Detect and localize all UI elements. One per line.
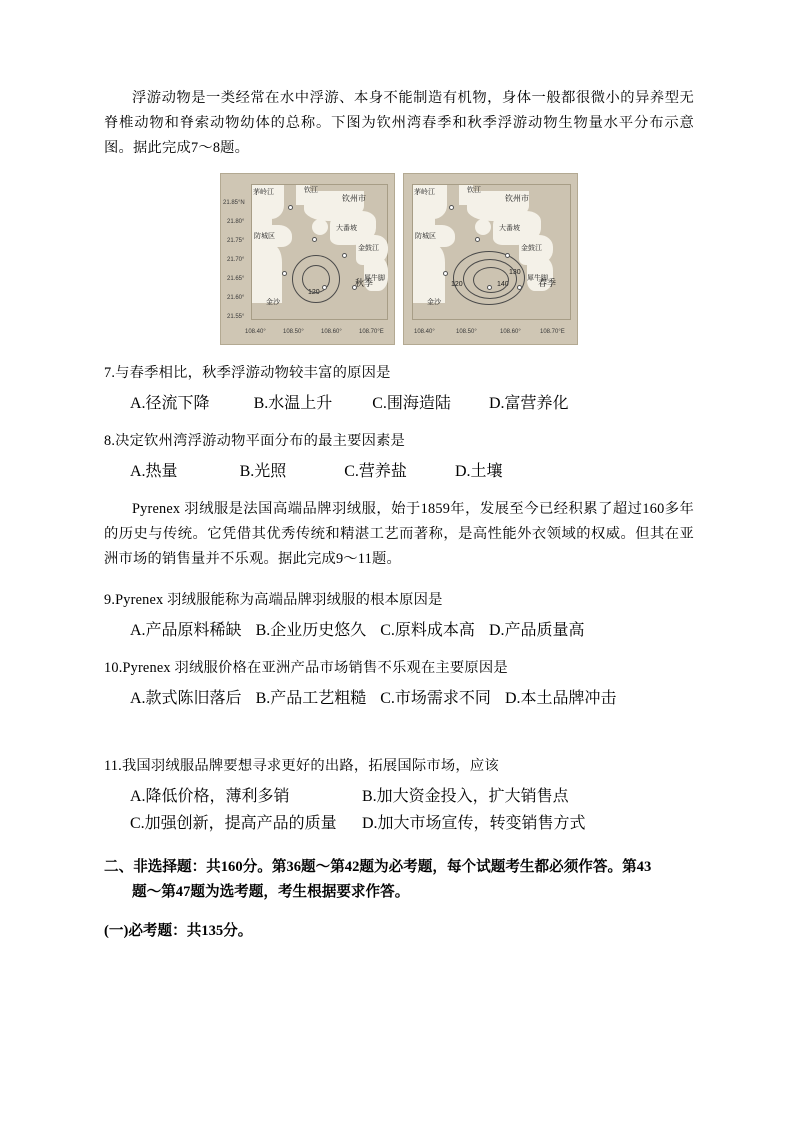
map-autumn-plot [251,184,388,320]
question-8-option-c[interactable]: C.营养盐 [344,463,407,480]
question-9-option-a[interactable]: A.产品原料稀缺 [130,622,242,639]
map-autumn-ylabel-0: 21.85°N [223,200,245,206]
intro-paragraph-1: 浮游动物是一类经常在水中浮游、本身不能制造有机物，身体一般都很微小的异养型无脊椎动物和脊索动物幼体的总称。下图为钦州湾春季和秋季浮游动物生物量水平分布示意图。据此完成7～8题。 [104,90,694,156]
question-11-options [104,783,694,833]
map-spring-xlabel-1: 108.50° [456,329,477,335]
map-autumn-ylabel-5: 21.60° [227,295,245,301]
map-autumn-label-qinjiang: 钦江 [304,187,318,194]
question-8-option-a[interactable]: A.热量 [130,463,178,480]
question-9-option-d[interactable]: D.产品质量高 [488,622,585,639]
question-10-option-d[interactable]: D.本土品牌冲击 [504,690,617,707]
page-content [104,86,694,940]
map-autumn-label-jinsha: 金沙 [266,299,280,306]
map-autumn-label-jinguijiang: 金鼓江 [358,245,379,252]
map-autumn-ylabel-2: 21.75° [227,238,245,244]
map-autumn-ylabel-1: 21.80° [227,219,245,225]
map-autumn-xlabel-1: 108.50° [283,329,304,335]
question-8-options [104,458,694,481]
map-spring-label-fangchengqu: 防城区 [415,233,436,240]
map-autumn-season-label: 秋季 [354,278,373,288]
map-spring [403,173,578,345]
map-spring-label-maolingjiang: 茅岭江 [414,189,435,196]
question-9-stem: 9.Pyrenex 羽绒服能称为高端品牌羽绒服的根本原因是 [104,592,443,608]
map-autumn-ylabel-3: 21.70° [227,257,245,263]
map-spring-plot [412,184,571,320]
map-autumn-ylabel-4: 21.65° [227,276,245,282]
map-autumn [220,173,395,345]
map-spring-label-qinzhou-city: 钦州市 [505,194,529,203]
question-7-option-d[interactable]: D.富营养化 [488,395,569,412]
question-10-option-b[interactable]: B.产品工艺粗糙 [255,690,367,707]
question-10-options [104,685,694,708]
question-7-option-a[interactable]: A.径流下降 [130,395,210,412]
question-11-option-d[interactable]: D.加大市场宣传，转变销售方式 [362,815,586,832]
question-7-option-c[interactable]: C.围海造陆 [372,395,451,412]
map-spring-season-label: 春季 [537,278,556,288]
question-9-options [104,617,694,640]
map-autumn-label-xiniujiao: 犀牛脚 [364,275,385,282]
map-spring-label-contour-120: 120 [451,281,463,288]
question-7-stem: 7.与春季相比，秋季浮游动物较丰富的原因是 [104,365,391,381]
section-2-title-line-2: 题～第47题为选考题，考生根据要求作答。 [132,884,410,900]
map-autumn-label-contour-120: 120 [308,289,320,296]
question-7-option-b[interactable]: B.水温上升 [253,395,333,412]
section-2-title [104,855,694,905]
question-11-option-b[interactable]: B.加大资金投入，扩大销售点 [362,788,569,805]
map-spring-label-jinsha: 金沙 [427,299,441,306]
map-autumn-xlabel-2: 108.60° [321,329,342,335]
intro-paragraph-2: Pyrenex 羽绒服是法国高端品牌羽绒服，始于1859年，发展至今已经积累了超过160多年的历史与传统。它凭借其优秀传统和精湛工艺而著称，是高性能外衣领域的权威。但其在亚洲市场的销售量并不乐观。据此完成9～11题。 [104,501,694,567]
map-autumn-ylabel-6: 21.55° [227,314,245,320]
map-autumn-label-maolingjiang: 茅岭江 [253,189,274,196]
question-10-option-a[interactable]: A.款式陈旧落后 [130,690,242,707]
map-spring-xlabel-3: 108.70°E [540,329,565,335]
map-spring-label-qinjiang: 钦江 [467,187,481,194]
subsection-title: (一)必考题：共135分。 [104,923,253,939]
question-10-option-c[interactable]: C.市场需求不同 [380,690,491,707]
map-autumn-label-dafanpo: 大番坡 [336,225,357,232]
map-spring-label-jinguijiang: 金鼓江 [521,245,542,252]
question-9-option-c[interactable]: C.原料成本高 [380,622,475,639]
map-autumn-xlabel-0: 108.40° [245,329,266,335]
question-11-stem: 11.我国羽绒服品牌要想寻求更好的出路，拓展国际市场，应该 [104,758,499,774]
question-11-option-c[interactable]: C.加强创新，提高产品的质量 [130,815,337,832]
map-autumn-xlabel-3: 108.70°E [359,329,384,335]
question-7-options [104,390,694,413]
question-8-option-d[interactable]: D.土壤 [454,463,503,480]
question-8-option-b[interactable]: B.光照 [239,463,287,480]
question-11-option-a[interactable]: A.降低价格，薄利多销 [130,788,290,805]
map-spring-label-contour-130: 130 [509,269,521,276]
question-9-option-b[interactable]: B.企业历史悠久 [255,622,367,639]
map-spring-xlabel-2: 108.60° [500,329,521,335]
map-spring-xlabel-0: 108.40° [414,329,435,335]
section-2-title-line-1: 二、非选择题：共160分。第36题～第42题为必考题，每个试题考生都必须作答。第43 [104,859,652,875]
question-8-stem: 8.决定钦州湾浮游动物平面分布的最主要因素是 [104,433,406,449]
figure-plankton-distribution [104,173,694,345]
map-spring-label-dafanpo: 大番坡 [499,225,520,232]
map-spring-label-contour-140: 140 [497,281,509,288]
map-autumn-label-fangchengqu: 防城区 [254,233,275,240]
question-10-stem: 10.Pyrenex 羽绒服价格在亚洲产品市场销售不乐观在主要原因是 [104,660,508,676]
map-autumn-label-qinzhou-city: 钦州市 [342,194,366,203]
map-spring-label-xiniujiao: 犀牛脚 [527,275,548,282]
